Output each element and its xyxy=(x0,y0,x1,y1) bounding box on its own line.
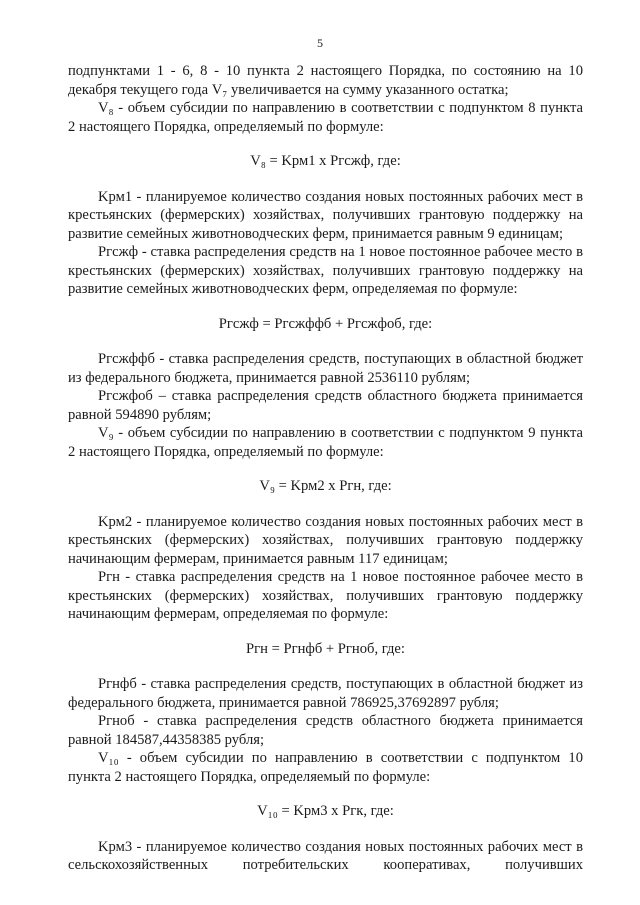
paragraph-rgszhffb: Pгсжффб - ставка распределения средств, поступающих в областной бюджет из федерального бюджета, принимается равной 2536110 рублям; xyxy=(68,351,583,386)
paragraph-v8-definition: V₈ - объем субсидии по направлению в соответствии с подпунктом 8 пункта 2 настоящего Порядка, определяемый по формуле: xyxy=(68,100,583,135)
paragraph-rgszhfob: Pгсжфоб – ставка распределения средств областного бюджета принимается равной 594890 рублям; xyxy=(68,388,583,423)
paragraph-continuation: подпунктами 1 - 6, 8 - 10 пункта 2 настоящего Порядка, по состоянию на 10 декабря текущего года V₇ увеличивается на сумму указанного остатка; xyxy=(68,63,583,98)
formula-rgszhf: Pгсжф = Pгсжффб + Pгсжфоб, где: xyxy=(218,315,433,332)
paragraph-krm2: Kрм2 - планируемое количество создания новых постоянных рабочих мест в крестьянских (фермерских) хозяйствах, получивших грантовую поддержку начинающим фермерам, принимается равным 117 единицам; xyxy=(68,513,583,567)
formula-v9: V₉ = Kрм2 x Pгн, где: xyxy=(259,478,392,494)
formula-v10: V₁₀ = Kрм3 x Pгк, где: xyxy=(257,803,394,819)
document-body xyxy=(68,62,583,875)
paragraph-v9-definition: V₉ - объем субсидии по направлению в соответствии с подпунктом 9 пункта 2 настоящего Порядка, определяемый по формуле: xyxy=(68,425,583,460)
page-number: 5 xyxy=(317,36,323,50)
paragraph-rgnob: Pгноб - ставка распределения средств областного бюджета принимается равной 184587,44358385 рубля; xyxy=(68,713,583,748)
paragraph-v10-definition: V₁₀ - объем субсидии по направлению в соответствии с подпунктом 10 пункта 2 настоящего Порядка, определяемый по формуле: xyxy=(68,750,583,785)
formula-v8: V₈ = Kрм1 x Pгсжф, где: xyxy=(250,153,401,169)
paragraph-rgszhf: Pгсжф - ставка распределения средств на 1 новое постоянное рабочее место в крестьянских (фермерских) хозяйствах, получивших грантовую поддержку на развитие семейных животноводческих ферм, определяемая по формуле: xyxy=(68,244,583,297)
paragraph-krm1: Kрм1 - планируемое количество создания новых постоянных рабочих мест в крестьянских (фермерских) хозяйствах, получивших грантовую поддержку на развитие семейных животноводческих ферм, принимается равным 9 единицам; xyxy=(68,188,583,242)
paragraph-rgnfb: Pгнфб - ставка распределения средств, поступающих в областной бюджет из федерального бюджета, принимается равной 786925,37692897 рубля; xyxy=(68,676,583,711)
paragraph-rgn: Pгн - ставка распределения средств на 1 новое постоянное рабочее место в крестьянских (фермерских) хозяйствах, получивших грантовую поддержку начинающим фермерам, определяемая по формуле: xyxy=(68,569,583,622)
paragraph-krm3: Kрм3 - планируемое количество создания новых постоянных рабочих мест в сельскохозяйственных потребительских кооперативах, получивших xyxy=(68,838,583,873)
formula-rgn: Pгн = Pгнфб + Pгноб, где: xyxy=(246,640,405,657)
